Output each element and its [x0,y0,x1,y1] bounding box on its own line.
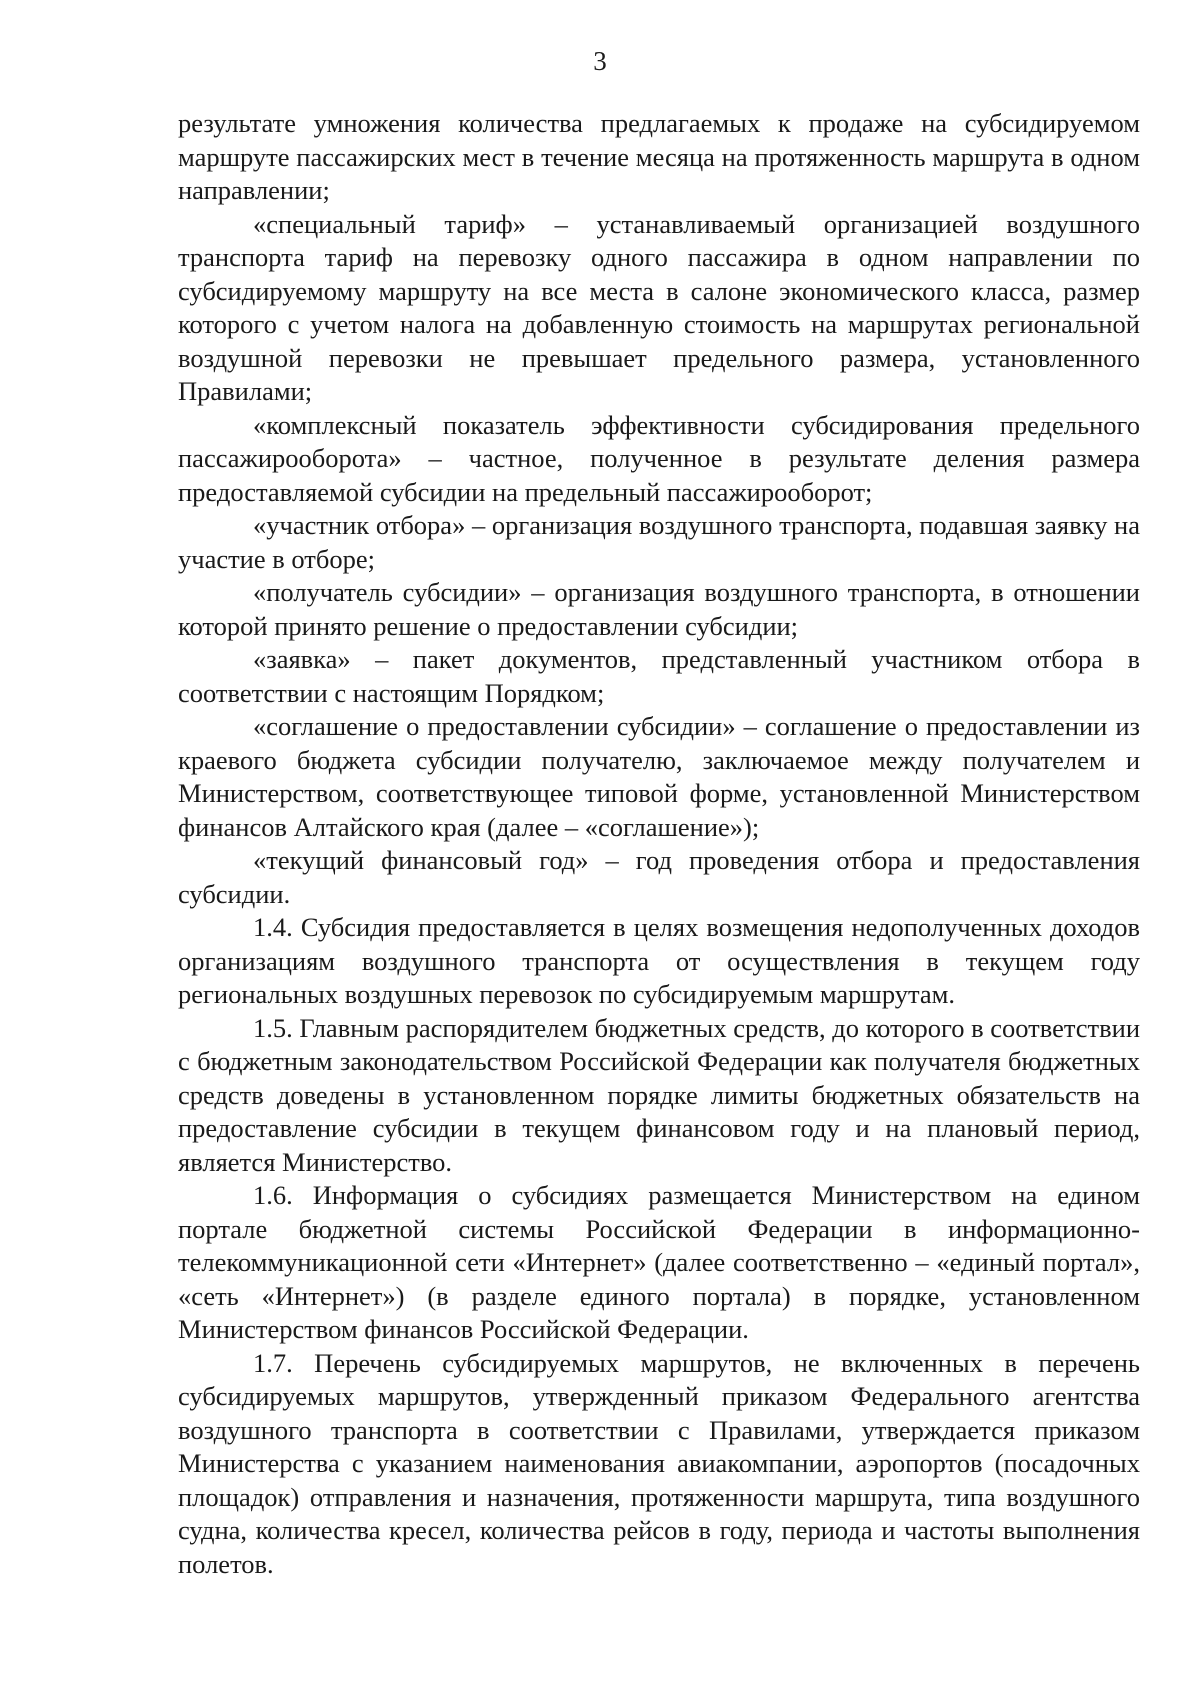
paragraph-clause-1-6: 1.6. Информация о субсидиях размещается Министерством на едином портале бюджетной системы Российской Федерации в информационно-телекоммуникационной сети «Интернет» (далее соответственно – «единый портал», «сеть «Интернет») (в разделе единого портала) в порядке, установленном Министерством финансов Российской Федерации. [178,1180,1140,1344]
paragraph-clause-1-7: 1.7. Перечень субсидируемых маршрутов, не включенных в перечень субсидируемых маршрутов, утвержденный приказом Федерального агентства воздушного транспорта в соответствии с Правилами, утверждается приказом Министерства с указанием наименования авиакомпании, аэропортов (посадочных площадок) отправления и назначения, протяженности маршрута, типа воздушного судна, количества кресел, количества рейсов в году, периода и частоты выполнения полетов. [178,1347,1140,1579]
paragraph-definition-current-year: «текущий финансовый год» – год проведения отбора и предоставления субсидии. [178,845,1140,909]
paragraph-definition-complex-indicator: «комплексный показатель эффективности субсидирования предельного пассажирооборота» – частное, полученное в результате деления размера предоставляемой субсидии на предельный пассажирооборот; [178,409,1140,507]
document-body [178,107,1140,1581]
paragraph-continuation: результате умножения количества предлагаемых к продаже на субсидируемом маршруте пассажирских мест в течение месяца на протяженность маршрута в одном направлении; [178,108,1140,205]
paragraph-definition-selection-participant: «участник отбора» – организация воздушного транспорта, подавшая заявку на участие в отборе; [178,510,1140,574]
paragraph-clause-1-4: 1.4. Субсидия предоставляется в целях возмещения недополученных доходов организациям воздушного транспорта от осуществления в текущем году региональных воздушных перевозок по субсидируемым маршрутам. [178,912,1140,1009]
paragraph-definition-agreement: «соглашение о предоставлении субсидии» – соглашение о предоставлении из краевого бюджета субсидии получателю, заключаемое между получателем и Министерством, соответствующее типовой форме, установленной Министерством финансов Алтайского края (далее – «соглашение»); [178,711,1140,842]
page-number: 3 [593,46,607,76]
paragraph-definition-special-tariff: «специальный тариф» – устанавливаемый организацией воздушного транспорта тариф на перевозку одного пассажира в одном направлении по субсидируемому маршруту на все места в салоне экономического класса, размер которого с учетом налога на добавленную стоимость на маршрутах региональной воздушной перевозки не превышает предельного размера, установленного Правилами; [178,208,1140,406]
paragraph-definition-subsidy-recipient: «получатель субсидии» – организация воздушного транспорта, в отношении которой принято решение о предоставлении субсидии; [178,577,1140,641]
paragraph-clause-1-5: 1.5. Главным распорядителем бюджетных средств, до которого в соответствии с бюджетным законодательством Российской Федерации как получателя бюджетных средств доведены в установленном порядке лимиты бюджетных обязательств на предоставление субсидии в текущем финансовом году и на плановый период, является Министерство. [178,1012,1140,1177]
paragraph-definition-application: «заявка» – пакет документов, представленный участником отбора в соответствии с настоящим Порядком; [178,644,1140,708]
